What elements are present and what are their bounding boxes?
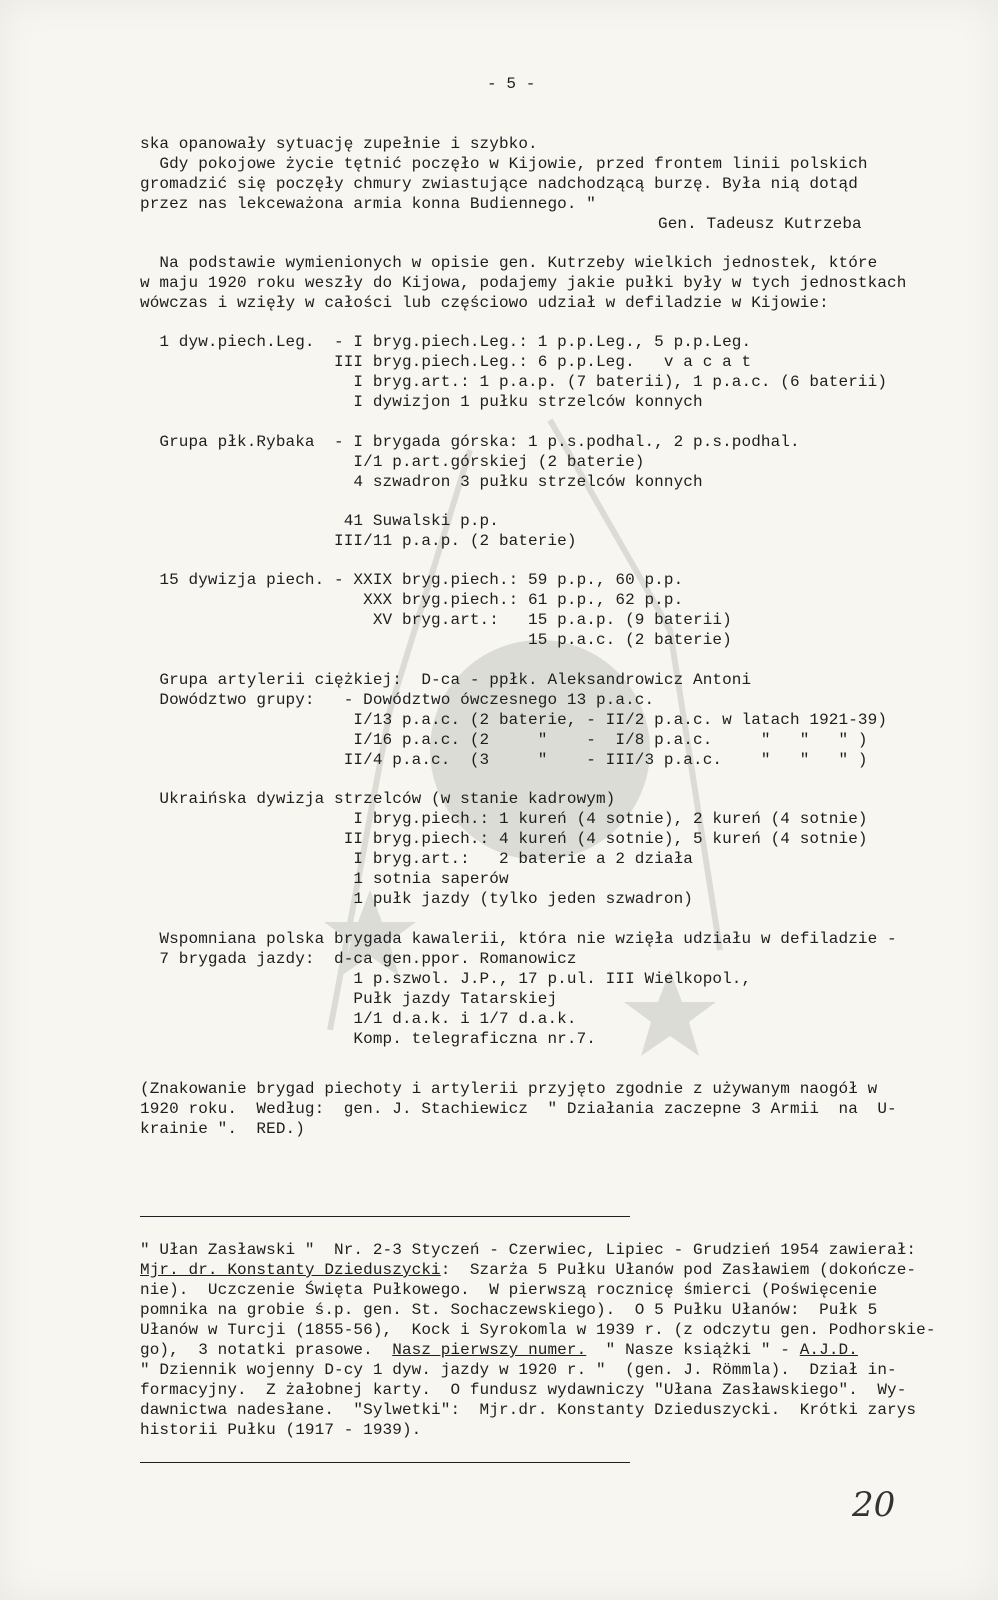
- unit-line: 15 p.a.c. (2 baterie): [140, 631, 732, 649]
- footer-underlined-initials: A.J.D.: [799, 1341, 858, 1359]
- lead-line: Na podstawie wymienionych w opisie gen. Kutrzeby wielkich jednostek, które: [140, 254, 878, 272]
- unit-line: I bryg.art.: 2 baterie a 2 działa: [140, 850, 693, 868]
- editorial-note-line: (Znakowanie brygad piechoty i artylerii przyjęto zgodnie z używanym naogół w: [140, 1080, 878, 1098]
- separator-rule: [140, 1216, 630, 1217]
- intro-line: ska opanowały sytuację zupełnie i szybko.: [140, 135, 538, 153]
- unit-line: I bryg.piech.: 1 kureń (4 sotnie), 2 kureń (4 sotnie): [140, 810, 868, 828]
- unit-line: 41 Suwalski p.p.: [140, 512, 499, 530]
- footer-line: pomnika na grobie ś.p. gen. St. Sochaczewskiego). O 5 Pułku Ułanów: Pułk 5: [140, 1301, 878, 1319]
- editorial-note-line: krainie ". RED.): [140, 1120, 305, 1138]
- unit-line: I/16 p.a.c. (2 " - I/8 p.a.c. " " " ): [140, 731, 868, 749]
- footer-text: " Nasze książki " -: [586, 1341, 800, 1359]
- unit-line: XXX bryg.piech.: 61 p.p., 62 p.p.: [140, 591, 684, 609]
- unit-line: III/11 p.a.p. (2 baterie): [140, 532, 577, 550]
- unit-line: I bryg.art.: 1 p.a.p. (7 baterii), 1 p.a.c. (6 baterii): [140, 373, 888, 391]
- unit-line: 1 p.szwol. J.P., 17 p.ul. III Wielkopol.,: [140, 970, 752, 988]
- footer-author-underlined: Mjr. dr. Konstanty Dzieduszycki: [140, 1261, 441, 1279]
- editorial-note-line: 1920 roku. Według: gen. J. Stachiewicz " Działania zaczepne 3 Armii na U-: [140, 1100, 897, 1118]
- attribution: Gen. Tadeusz Kutrzeba: [658, 215, 862, 233]
- unit-line: III bryg.piech.Leg.: 6 p.p.Leg. v a c a t: [140, 353, 752, 371]
- lead-line: wówczas i wzięły w całości lub częściowo udział w defiladzie w Kijowie:: [140, 294, 829, 312]
- unit-line: Wspomniana polska brygada kawalerii, która nie wzięła udziału w defiladzie -: [140, 930, 897, 948]
- unit-line: XV bryg.art.: 15 p.a.p. (9 baterii): [140, 611, 732, 629]
- unit-line: I dywizjon 1 pułku strzelców konnych: [140, 393, 703, 411]
- unit-line: II bryg.piech.: 4 kureń (4 sotnie), 5 kureń (4 sotnie): [140, 830, 868, 848]
- footer-text: : Szarża 5 Pułku Ułanów pod Zasławiem (dokończe-: [440, 1261, 917, 1279]
- footer-line: dawnictwa nadesłane. "Sylwetki": Mjr.dr. Konstanty Dzieduszycki. Krótki zarys: [140, 1401, 917, 1419]
- unit-line: 1 sotnia saperów: [140, 870, 509, 888]
- unit-line: I/1 p.art.górskiej (2 baterie): [140, 453, 645, 471]
- footer-line: [140, 1260, 916, 1280]
- footer-line: historii Pułku (1917 - 1939).: [140, 1421, 422, 1439]
- footer-underlined-title: Nasz pierwszy numer.: [392, 1341, 587, 1359]
- unit-line: I/13 p.a.c. (2 baterie, - II/2 p.a.c. w latach 1921-39): [140, 711, 888, 729]
- footer-line: nie). Uczczenie Święta Pułkowego. W pierwszą rocznicę śmierci (Poświęcenie: [140, 1281, 878, 1299]
- unit-line: Dowództwo grupy: - Dowództwo ówczesnego 13 p.a.c.: [140, 691, 655, 709]
- unit-line: II/4 p.a.c. (3 " - III/3 p.a.c. " " " ): [140, 751, 868, 769]
- footer-text: go), 3 notatki prasowe.: [140, 1341, 393, 1359]
- footer-line: [140, 1340, 858, 1360]
- unit-line: 1/1 d.a.k. i 1/7 d.a.k.: [140, 1010, 577, 1028]
- footer-line: " Dziennik wojenny D-cy 1 dyw. jazdy w 1920 r. " (gen. J. Römmla). Dział in-: [140, 1361, 897, 1379]
- intro-line: przez nas lekceważona armia konna Budiennego. ": [140, 195, 596, 213]
- footer-line: formacyjny. Z żałobnej karty. O fundusz wydawniczy "Ułana Zasławskiego". Wy-: [140, 1381, 907, 1399]
- unit-line: Komp. telegraficzna nr.7.: [140, 1030, 596, 1048]
- unit-line: 1 dyw.piech.Leg. - I bryg.piech.Leg.: 1 p.p.Leg., 5 p.p.Leg.: [140, 333, 752, 351]
- unit-line: 4 szwadron 3 pułku strzelców konnych: [140, 473, 703, 491]
- unit-line: 1 pułk jazdy (tylko jeden szwadron): [140, 890, 693, 908]
- intro-line: gromadzić się poczęły chmury zwiastujące nadchodzącą burzę. Była nią dotąd: [140, 175, 858, 193]
- unit-line: Pułk jazdy Tatarskiej: [140, 990, 558, 1008]
- unit-line: Grupa artylerii ciężkiej: D-ca - ppłk. Aleksandrowicz Antoni: [140, 671, 752, 689]
- bottom-rule: [140, 1462, 630, 1463]
- unit-line: 7 brygada jazdy: d-ca gen.ppor. Romanowicz: [140, 950, 577, 968]
- intro-line: Gdy pokojowe życie tętnić poczęło w Kijowie, przed frontem linii polskich: [140, 155, 868, 173]
- footer-line: " Ułan Zasławski " Nr. 2-3 Styczeń - Czerwiec, Lipiec - Grudzień 1954 zawierał:: [140, 1241, 917, 1259]
- unit-line: Grupa płk.Rybaka - I brygada górska: 1 p.s.podhal., 2 p.s.podhal.: [140, 433, 800, 451]
- unit-line: Ukraińska dywizja strzelców (w stanie kadrowym): [140, 790, 616, 808]
- unit-line: 15 dywizja piech. - XXIX bryg.piech.: 59 p.p., 60 p.p.: [140, 571, 684, 589]
- footer-line: Ułanów w Turcji (1855-56), Kock i Syrokomla w 1939 r. (z odczytu gen. Podhorskie-: [140, 1321, 936, 1339]
- page-number: - 5 -: [487, 75, 536, 93]
- lead-line: w maju 1920 roku weszły do Kijowa, podajemy jakie pułki były w tych jednostkach: [140, 274, 907, 292]
- handwritten-page-number: 20: [852, 1485, 896, 1525]
